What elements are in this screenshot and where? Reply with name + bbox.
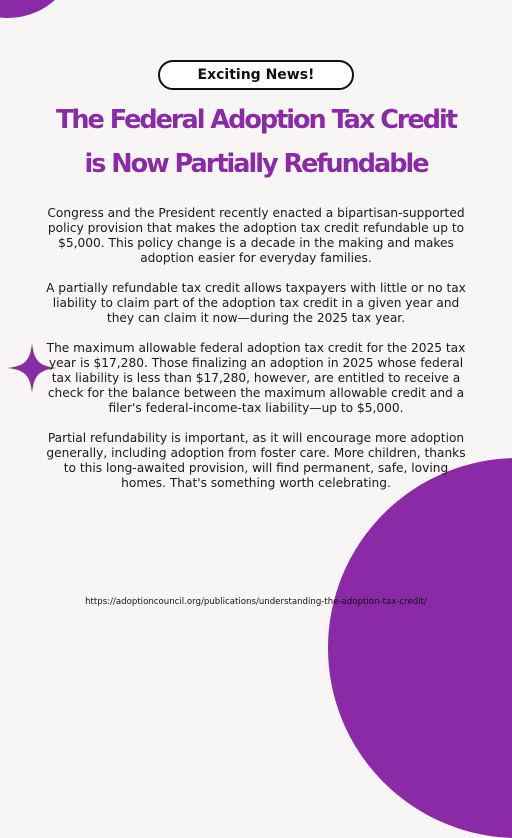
corner-circle-bottom-right: [328, 458, 512, 838]
paragraph-2: A partially refundable tax credit allows taxpayers with little or no tax liability to claim part of the adoption tax credit in a given year and they can claim it now—during the 2025 tax year.: [46, 281, 466, 325]
exciting-news-badge: [158, 60, 354, 90]
page-title: [0, 98, 512, 186]
source-link[interactable]: https://adoptioncouncil.org/publications/understanding-the-adoption-tax-credit/: [85, 597, 427, 607]
paragraph-3: The maximum allowable federal adoption tax credit for the 2025 tax year is $17,280. Those finalizing an adoption in 2025 whose federal tax liability is less than $17,280, however, are entitled to receive a check for the balance between the maximum allowable credit and a filer's federal-income-tax liability—up to $5,000.: [46, 341, 466, 415]
badge-label: Exciting News!: [197, 67, 315, 83]
paragraph-4: Partial refundability is important, as it will encourage more adoption generally, including adoption from foster care. More children, thanks to this long-awaited provision, will find permanent, safe, loving homes. That's something worth celebrating.: [46, 431, 466, 490]
paragraph-1: Congress and the President recently enacted a bipartisan-supported policy provision that makes the adoption tax credit refundable up to $5,000. This policy change is a decade in the making and makes adoption easier for everyday families.: [47, 206, 465, 265]
article-body: [46, 206, 466, 506]
title-line-2: is Now Partially Refundable: [84, 149, 428, 179]
title-line-1: The Federal Adoption Tax Credit: [55, 105, 456, 135]
corner-circle-top-left: [0, 0, 78, 18]
